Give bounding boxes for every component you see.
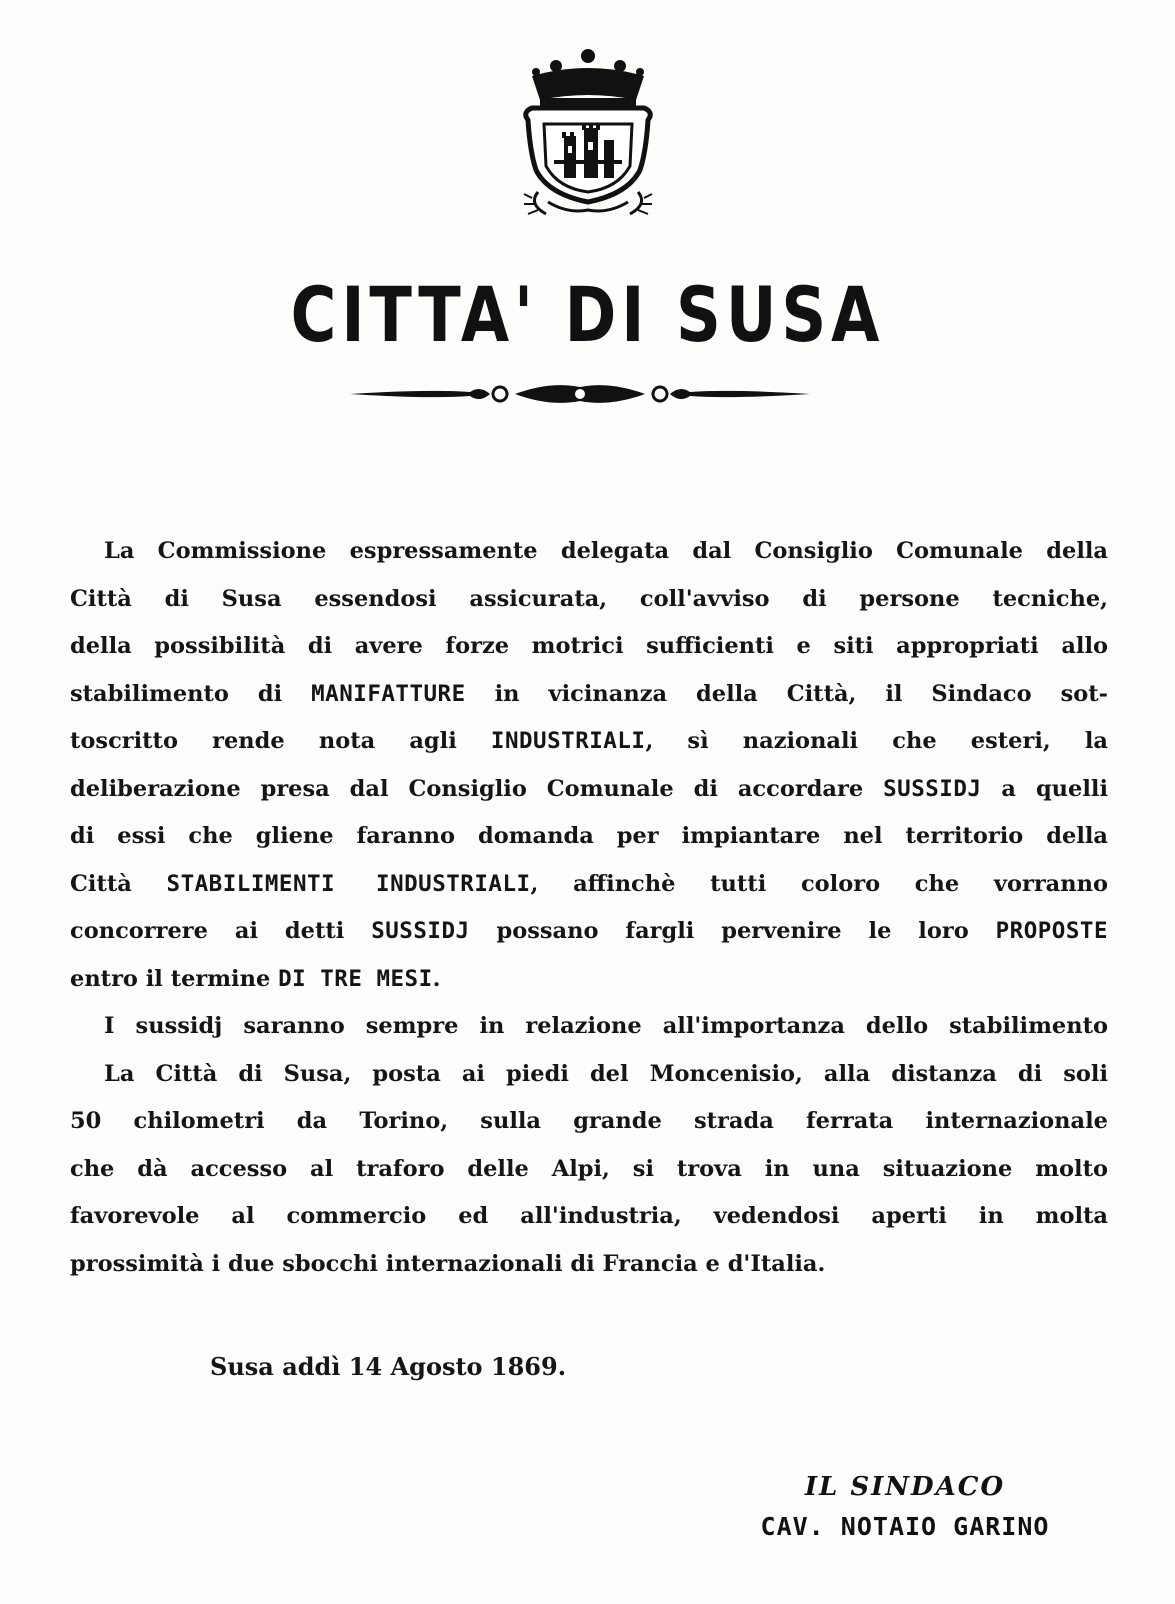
body-line: che dà accesso al traforo delle Alpi, si trova in una situazione molto — [70, 1155, 1108, 1182]
scroll-divider-icon — [350, 379, 810, 409]
emphasis-word: MANIFATTURE — [311, 680, 466, 707]
body-line: concorrere ai detti SUSSIDJ possano fargli pervenire le loro PROPOSTE — [70, 918, 1108, 944]
body-line: della possibilità di avere forze motrici sufficienti e siti appropriati allo — [70, 633, 1108, 659]
signature-title: IL SINDACO — [804, 1472, 1006, 1502]
emphasis-word: INDUSTRIALI — [490, 728, 646, 754]
emphasis-word: PROPOSTE — [995, 918, 1108, 944]
emphasis-word: DI TRE MESI — [278, 965, 433, 992]
body-line: Città STABILIMENTI INDUSTRIALI, affinchè tutti coloro che vorranno — [70, 870, 1108, 897]
body-line: di essi che gliene faranno domanda per impiantare nel territorio della — [70, 823, 1108, 849]
emphasis-word: STABILIMENTI INDUSTRIALI — [166, 870, 531, 897]
proclamation-body — [70, 528, 1108, 1288]
body-line: prossimità i due sbocchi internazionali di Francia e d'Italia. — [70, 1250, 826, 1277]
body-line: La Commissione espressamente delegata dal Consiglio Comunale della — [104, 538, 1108, 564]
poster-title: CITTA' DI SUSA — [290, 270, 885, 359]
signature-block — [740, 1472, 1070, 1541]
body-line: favorevole al commercio ed all'industria, vedendosi aperti in molta — [70, 1203, 1108, 1229]
body-line: toscritto rende nota agli INDUSTRIALI, sì nazionali che esteri, la — [70, 728, 1108, 754]
emphasis-word: SUSSIDJ — [371, 918, 470, 944]
coat-of-arms-icon — [518, 42, 658, 220]
body-line: stabilimento di MANIFATTURE in vicinanza della Città, il Sindaco sot- — [70, 680, 1108, 707]
emphasis-word: SUSSIDJ — [883, 775, 982, 802]
signature-name: CAV. NOTAIO GARINO — [760, 1512, 1050, 1541]
body-line: 50 chilometri da Torino, sulla grande strada ferrata internazionale — [70, 1108, 1108, 1134]
date-line: Susa addì 14 Agosto 1869. — [210, 1352, 567, 1381]
body-line: I sussidj saranno sempre in relazione all'importanza dello stabilimento — [104, 1013, 1108, 1039]
body-line: entro il termine DI TRE MESI. — [70, 965, 441, 992]
body-line: La Città di Susa, posta ai piedi del Moncenisio, alla distanza di soli — [104, 1060, 1108, 1087]
body-line: deliberazione presa dal Consiglio Comunale di accordare SUSSIDJ a quelli — [70, 775, 1108, 802]
body-line: Città di Susa essendosi assicurata, coll'avviso di persone tecniche, — [70, 585, 1108, 612]
